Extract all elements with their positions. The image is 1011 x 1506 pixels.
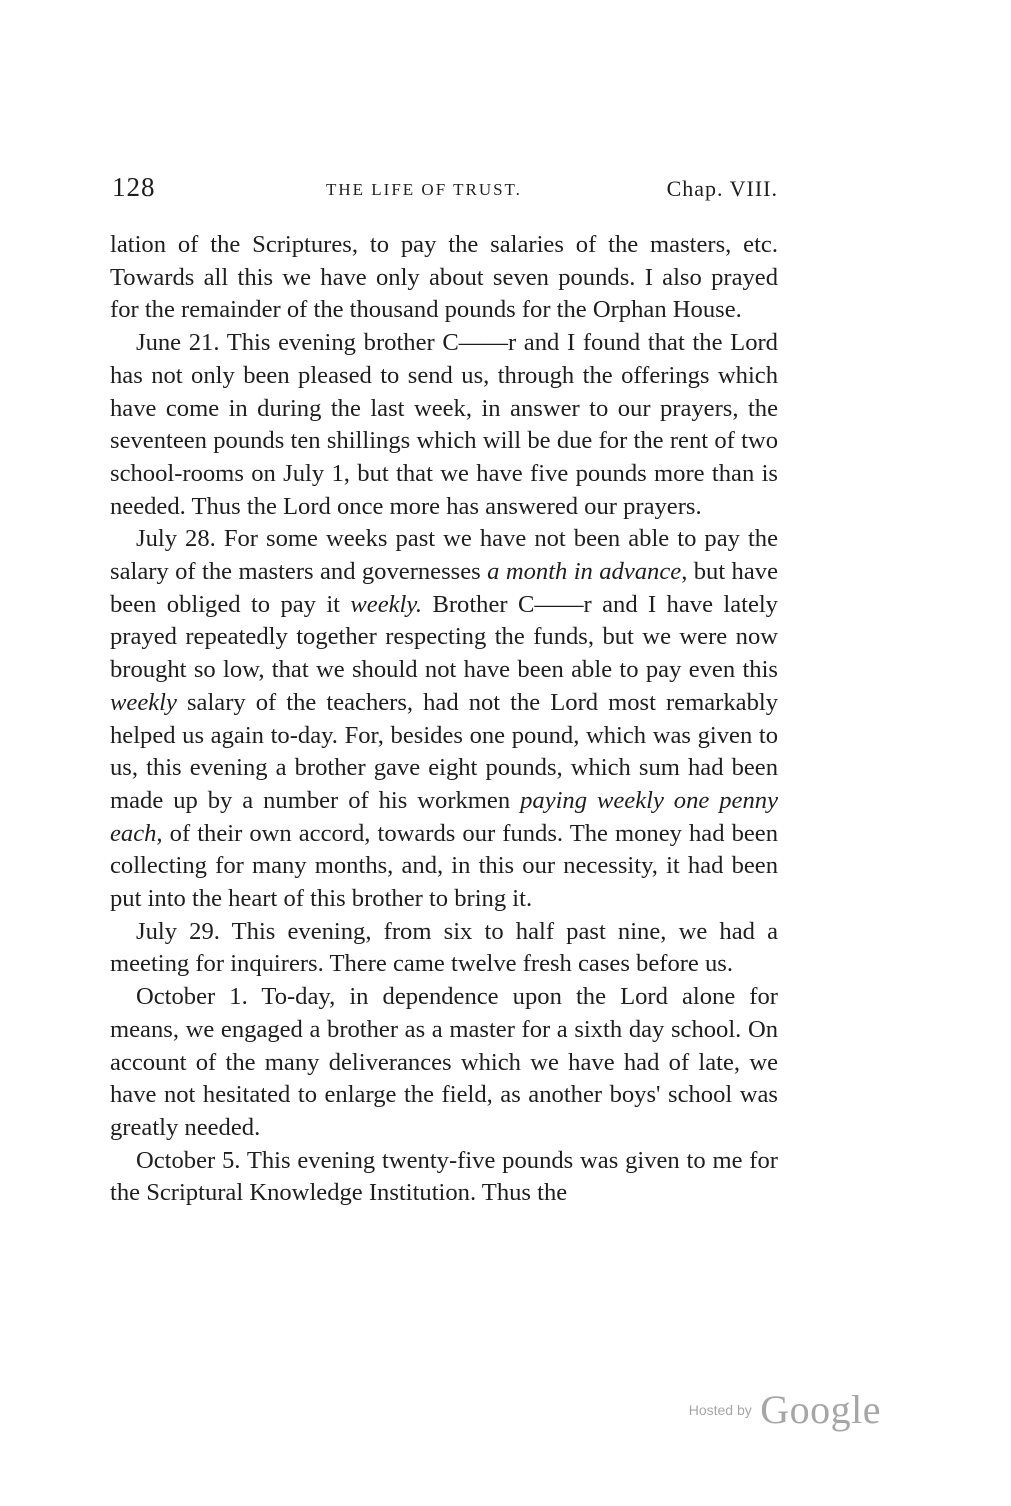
emphasis-text: weekly. [350,590,423,618]
page-header [110,172,778,208]
entry-date: July 29. [136,917,220,945]
paragraph-continuation [110,229,778,327]
hosted-by-google-watermark [689,1386,881,1433]
chapter-label: Chap. VIII. [666,176,778,201]
paragraph-october-1 [110,981,778,1145]
paragraph-july-29 [110,916,778,981]
paragraph-text: To-day, in dependence upon the Lord alone for means, we engaged a brother as a master for a sixth day school. On account of the many deliverances which we have had of late, we have not hesitated to enlarge the field, as another boys' school was greatly needed. [110,983,778,1141]
google-logo: Google [760,1387,881,1432]
paragraph-text: This evening, from six to half past nine, we had a meeting for inquirers. There came twelve fresh cases before us. [110,917,778,978]
entry-date: June 21. [136,329,220,357]
paragraph-october-5 [110,1145,778,1210]
paragraph-text-segment: salary of the teachers, had not the Lord most remarkably helped us again to-day. For, besides one pound, which was given to us, this evening a brother gave eight pounds, which sum had been made up by a number of his workmen [110,688,778,814]
entry-date: October 5. [136,1146,241,1174]
paragraph-text: This evening brother C——r and I found that the Lord has not only been pleased to send us, through the offerings which have come in during the last week, in answer to our prayers, the seventeen pounds ten shillings which will be due for the rent of two school-rooms on July 1, but that we have five pounds more than is needed. Thus the Lord once more has answered our prayers. [110,329,778,520]
running-title: THE LIFE OF TRUST. [326,180,522,199]
entry-date: October 1. [136,983,248,1011]
paragraph-text: This evening twenty-five pounds was given to me for the Scriptural Knowledge Institution. Thus the [110,1146,778,1207]
body-text [110,229,778,1210]
paragraph-june-21 [110,327,778,523]
emphasis-text: paying weekly one penny each, [110,786,778,847]
entry-date: July 28. [136,525,216,553]
page-number: 128 [112,172,156,202]
paragraph-text-segment: of their own accord, towards our funds. The money had been collecting for many months, and, in this our necessity, it had been put into the heart of this brother to bring it. [110,819,778,913]
emphasis-text: a month in advance [487,558,682,586]
paragraph-text-segment: Brother C——r and I have lately prayed repeatedly together respecting the funds, but we were now brought so low, that we should not have been able to pay even this [110,590,778,684]
hosted-by-label: Hosted by [688,1401,752,1418]
emphasis-text: weekly [110,688,177,716]
paragraph-text-segment: For some weeks past we have not been able to pay the salary of the masters and governesses [110,525,779,586]
paragraph-text: lation of the Scriptures, to pay the salaries of the masters, etc. Towards all this we have only about seven pounds. I also prayed for the remainder of the thousand pounds for the Orphan House. [110,231,778,324]
paragraph-july-28 [110,523,778,915]
paragraph-text-segment: , but have been obliged to pay it [110,558,778,618]
